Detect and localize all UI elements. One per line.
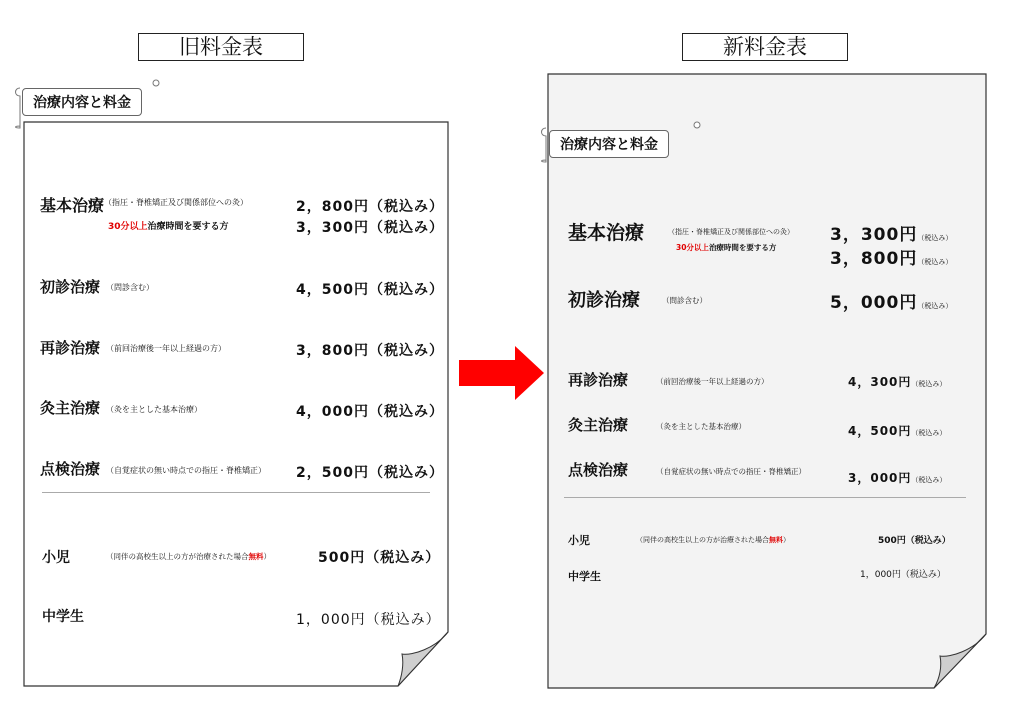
old-first-note: （問診含む） xyxy=(106,283,154,292)
old-child-note-free: 無料 xyxy=(248,552,264,561)
old-junior-name: 中学生 xyxy=(42,609,84,625)
new-basic-price-value: 3，300円 xyxy=(830,225,918,245)
old-basic-sub xyxy=(108,219,229,232)
new-heading: 新料金表 xyxy=(682,33,848,61)
new-child-price: 500円（税込み） xyxy=(878,536,951,546)
new-basic-sub-text: 治療時間を要する方 xyxy=(708,243,777,252)
old-first-price: 4，500円（税込み） xyxy=(296,282,444,298)
old-child-note-end: ） xyxy=(263,552,271,561)
old-child-price: 500円（税込み） xyxy=(318,550,441,566)
old-child-name: 小児 xyxy=(42,550,70,566)
new-check-name: 点検治療 xyxy=(568,461,629,479)
old-moxa-price: 4，000円（税込み） xyxy=(296,404,444,420)
new-first-note: （問診含む） xyxy=(662,296,707,305)
new-check-price xyxy=(848,467,946,486)
old-first-name: 初診治療 xyxy=(40,278,101,296)
old-revisit-name: 再診治療 xyxy=(40,339,101,357)
new-first-price-tax: （税込み） xyxy=(917,302,953,310)
old-basic-name: 基本治療 xyxy=(40,196,105,215)
new-scroll-knob xyxy=(694,122,700,128)
new-moxa-note: （灸を主とした基本治療） xyxy=(656,422,746,431)
old-revisit-note: （前回治療後一年以上経過の方） xyxy=(106,344,226,353)
new-child-note-end: ） xyxy=(783,536,790,544)
old-check-note: （自覚症状の無い時点での指圧・脊椎矯正） xyxy=(106,466,266,475)
old-check-name: 点検治療 xyxy=(40,460,101,478)
new-junior-name: 中学生 xyxy=(568,570,601,583)
new-moxa-price-value: 4，500円 xyxy=(848,424,912,438)
new-first-name: 初診治療 xyxy=(568,290,640,311)
new-child-name: 小児 xyxy=(568,534,590,547)
new-junior-price: 1，000円（税込み） xyxy=(860,570,946,580)
new-revisit-name: 再診治療 xyxy=(568,371,629,389)
old-check-price: 2，500円（税込み） xyxy=(296,465,444,481)
new-scroll-roll xyxy=(542,128,547,162)
new-basic-price-30 xyxy=(830,244,952,269)
new-revisit-price-value: 4，300円 xyxy=(848,375,912,389)
old-scroll-roll xyxy=(16,88,21,128)
new-first-price xyxy=(830,288,952,313)
old-basic-note: （指圧・脊椎矯正及び関係部位への灸） xyxy=(104,198,248,207)
new-first-price-value: 5，000円 xyxy=(830,293,918,313)
new-basic-price-tax: （税込み） xyxy=(917,234,953,242)
old-divider xyxy=(42,492,430,493)
old-tab-label: 治療内容と料金 xyxy=(22,88,142,116)
old-heading: 旧料金表 xyxy=(138,33,304,61)
new-check-note: （自覚症状の無い時点での指圧・脊椎矯正） xyxy=(656,467,806,476)
new-check-price-value: 3，000円 xyxy=(848,471,912,485)
new-moxa-price-tax: （税込み） xyxy=(911,429,947,437)
new-child-note xyxy=(636,535,790,545)
old-junior-price: 1，000円（税込み） xyxy=(296,612,441,628)
new-basic-sub xyxy=(676,242,776,253)
new-revisit-note: （前回治療後一年以上経過の方） xyxy=(656,377,769,386)
new-moxa-price xyxy=(848,420,946,439)
new-child-note-text: （同伴の高校生以上の方が治療された場合 xyxy=(636,536,769,544)
new-basic-price xyxy=(830,220,952,245)
new-tab-label: 治療内容と料金 xyxy=(549,130,669,158)
old-basic-price: 2，800円（税込み） xyxy=(296,199,444,215)
old-child-note xyxy=(106,551,271,562)
old-basic-price-30: 3，300円（税込み） xyxy=(296,220,444,236)
new-revisit-price xyxy=(848,371,946,390)
old-child-note-text: （同伴の高校生以上の方が治療された場合 xyxy=(106,552,249,561)
new-child-note-free: 無料 xyxy=(769,536,783,544)
new-basic-price-30-value: 3，800円 xyxy=(830,249,918,269)
old-revisit-price: 3，800円（税込み） xyxy=(296,343,444,359)
new-divider xyxy=(564,497,966,498)
new-revisit-price-tax: （税込み） xyxy=(911,380,947,388)
old-scroll-knob xyxy=(153,80,159,86)
old-basic-sub-text: 治療時間を要する方 xyxy=(147,222,229,232)
new-basic-sub-red: 30分以上 xyxy=(676,243,709,252)
arrow-icon xyxy=(459,346,544,400)
old-moxa-note: （灸を主とした基本治療） xyxy=(106,405,202,414)
old-moxa-name: 灸主治療 xyxy=(40,399,101,417)
new-basic-note: （指圧・脊椎矯正及び関係部位への灸） xyxy=(668,228,794,236)
old-basic-sub-red: 30分以上 xyxy=(108,222,148,232)
new-moxa-name: 灸主治療 xyxy=(568,416,629,434)
new-basic-name: 基本治療 xyxy=(568,222,645,244)
new-basic-price-30-tax: （税込み） xyxy=(917,258,953,266)
new-check-price-tax: （税込み） xyxy=(911,476,947,484)
